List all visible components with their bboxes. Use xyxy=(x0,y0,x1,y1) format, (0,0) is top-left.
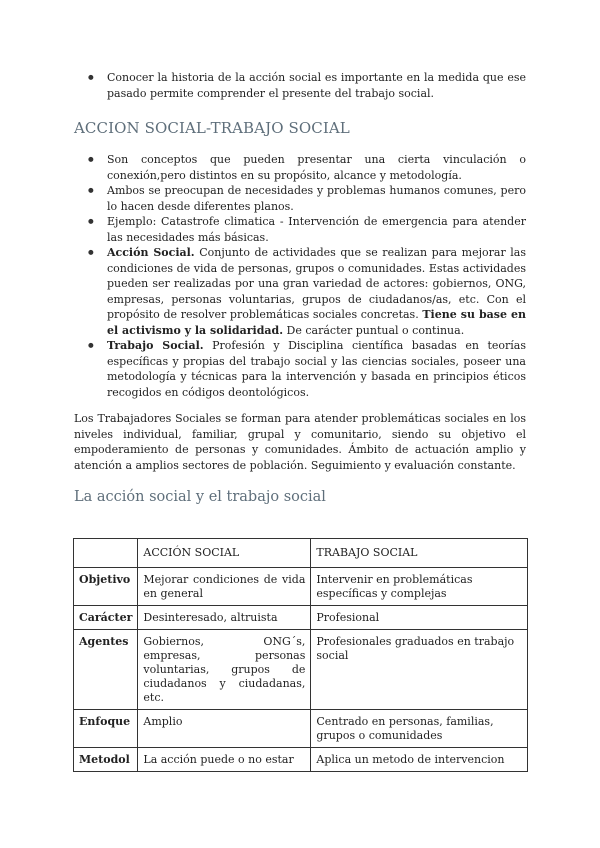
trabajo-cell: Aplica un metodo de intervencion xyxy=(311,748,528,772)
comparison-table xyxy=(73,538,528,772)
accion-social-tail: De carácter puntual o continua. xyxy=(283,323,465,337)
concepts-list xyxy=(74,152,526,400)
trabajo-cell: Profesional xyxy=(311,606,528,630)
table-row xyxy=(74,710,528,748)
trabajo-social-term: Trabajo Social. xyxy=(107,339,204,352)
table-header-accion: ACCIÓN SOCIAL xyxy=(138,539,311,568)
accion-social-emphasis: Tiene su base en el activismo y la solidaridad. xyxy=(107,308,526,337)
accion-cell: Gobiernos, ONG´s, empresas, personas voluntarias, grupos de ciudadanos y ciudadanas, etc. xyxy=(138,630,311,710)
accion-social-term: Acción Social. xyxy=(107,246,195,259)
table-row xyxy=(74,568,528,606)
row-label: Enfoque xyxy=(74,710,138,748)
table-row xyxy=(74,748,528,772)
accion-cell: La acción puede o no estar xyxy=(138,748,311,772)
intro-list xyxy=(74,70,526,101)
accion-cell: Amplio xyxy=(138,710,311,748)
row-label: Carácter xyxy=(74,606,138,630)
bullet-common-needs: ● Ambos se preocupan de necesidades y problemas humanos comunes, pero lo hacen desde diferentes planos. xyxy=(74,183,526,214)
accion-cell: Desinteresado, altruista xyxy=(138,606,311,630)
accion-social-definition: Conjunto de actividades que se realizan para mejorar las condiciones de vida de personas, grupos o comunidades. Estas actividades pueden ser realizadas por una gran variedad de actores: gobiernos, ONG, empresas, personas voluntarias, grupos de ciudadanos/as, etc. Con el propósito de resolver problemáticas sociales concretas. xyxy=(107,246,526,321)
trabajo-cell: Intervenir en problemáticas específicas y complejas xyxy=(311,568,528,606)
section-title: ACCION SOCIAL-TRABAJO SOCIAL xyxy=(74,119,350,137)
accion-cell: Mejorar condiciones de vida en general xyxy=(138,568,311,606)
social-workers-paragraph: Los Trabajadores Sociales se forman para atender problemáticas sociales en los niveles individual, familiar, grupal y comunitario, siendo su objetivo el empoderamiento de personas y comunidades. Ámbito de actuación amplio y atención a amplios sectores de población. Seguimiento y evaluación constante. xyxy=(74,412,526,472)
trabajo-cell: Centrado en personas, familias, grupos o comunidades xyxy=(311,710,528,748)
row-label: Agentes xyxy=(74,630,138,710)
bullet-concepts: ● Son conceptos que pueden presentar una cierta vinculación o conexión,pero distintos en su propósito, alcance y metodología. xyxy=(74,152,526,183)
table-header-row xyxy=(74,539,528,568)
trabajo-cell: Profesionales graduados en trabajo social xyxy=(311,630,528,710)
table-header-trabajo: TRABAJO SOCIAL xyxy=(311,539,528,568)
table-header-empty xyxy=(74,539,138,568)
row-label: Metodol xyxy=(74,748,138,772)
comparison-subtitle: La acción social y el trabajo social xyxy=(74,489,326,505)
trabajo-social-definition: Profesión y Disciplina científica basadas en teorías específicas y propias del trabajo social y las ciencias sociales, poseer una metodología y técnicas para la intervención y basada en principios éticos recogidos en códigos deontológicos. xyxy=(107,339,526,399)
bullet-accion-social xyxy=(74,245,526,338)
table-row xyxy=(74,606,528,630)
intro-bullet: ● Conocer la historia de la acción social es importante en la medida que ese pasado permite comprender el presente del trabajo social. xyxy=(74,70,526,101)
row-label: Objetivo xyxy=(74,568,138,606)
table-row xyxy=(74,630,528,710)
bullet-trabajo-social xyxy=(74,338,526,400)
bullet-example: ● Ejemplo: Catastrofe climatica - Intervención de emergencia para atender las necesidades más básicas. xyxy=(74,214,526,245)
